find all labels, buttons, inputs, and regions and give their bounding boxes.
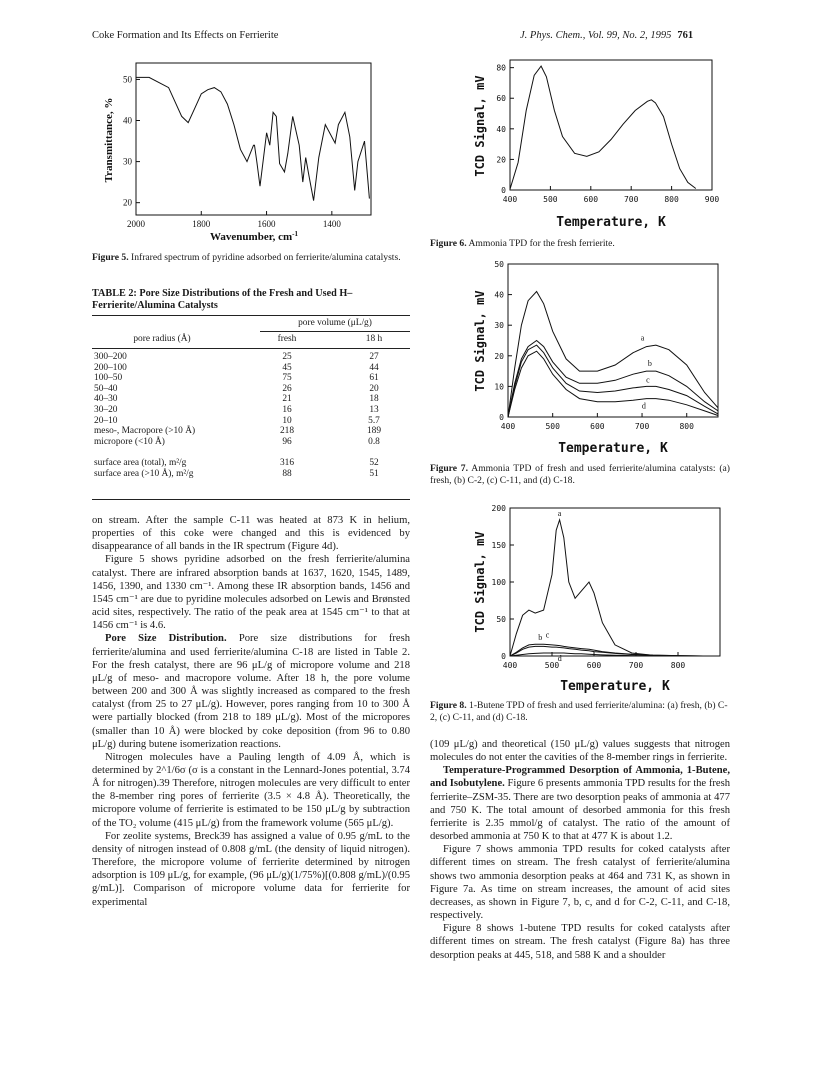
- x-tick-label: 600: [583, 195, 599, 204]
- figure-6-caption-label: Figure 6.: [430, 238, 467, 249]
- figure-8-caption-label: Figure 8.: [430, 700, 467, 711]
- paragraph: on stream. After the sample C-11 was heated at 873 K in helium, properties of this coke were changed and this is evidenced by disappearance of all bands in the IR spectrum (Figure 4d).: [92, 515, 410, 553]
- plot-frame: [510, 60, 712, 190]
- x-tick-label: 500: [545, 422, 560, 431]
- y-axis-ticks: [494, 260, 512, 422]
- x-axis-ticks: [503, 186, 720, 204]
- series-lines: [508, 292, 718, 418]
- table-cell-fresh: 88: [282, 468, 292, 479]
- x-axis-label: Temperature, K: [556, 215, 666, 230]
- right-column-text: [430, 738, 730, 962]
- table-2-title: TABLE 2: Pore Size Distributions of the Fresh and Used H–Ferrierite/Alumina Catalysts: [92, 288, 353, 311]
- x-tick-label: 1800: [192, 219, 211, 229]
- x-tick-label: 1400: [322, 219, 341, 229]
- table-cell-18h: 18: [369, 394, 379, 405]
- paragraph: [430, 764, 730, 843]
- table-row: [92, 426, 406, 437]
- table-2-header: [92, 334, 406, 345]
- page-number: 761: [677, 30, 694, 41]
- series-label-b: b: [538, 633, 543, 643]
- figure-6-caption-text: Ammonia TPD for the fresh ferrierite.: [468, 238, 615, 249]
- table-row: [92, 405, 406, 416]
- series-label-c: c: [545, 630, 550, 640]
- figure-8-caption-text: 1-Butene TPD of fresh and used ferrierite/alumina: (a) fresh, (b) C-2, (c) C-11, and (d) C-18.: [430, 700, 728, 723]
- table-cell-label: 30–20: [94, 404, 118, 415]
- paragraph-text: Pore size distributions for fresh ferrierite/alumina and used ferrierite/alumina C-18 are listed in Table 2. For the fresh catalyst, there are 96 μL/g of micropore volume and 218 μL/g of meso- and macropore volume. After 18 h, the pore volume between 200 and 300 Å was slightly increased as compared to the fresh catalyst (from 25 to 27 μL/g). However, pores ranging from 10 to 300 Å were partially blocked (from 218 to 189 μL/g). Most of the micropores (smaller than 10 Å) were blocked by coke deposition (from 96 to 0.80 μL/g) during butene isomerization reactions.: [92, 633, 410, 750]
- table-cell-fresh: 21: [282, 394, 292, 405]
- paragraph: Figure 5 shows pyridine adsorbed on the fresh ferrierite/alumina catalyst. There are infrared absorption bands at 1637, 1620, 1545, 1489, 1456, 1390, and 1330 cm⁻¹. Among these IR absorption bands, 1456 and 1545 cm⁻¹ are due to pyridine molecules adsorbed on Lewis and Brønsted acid sites, respectively. The ratio of the peak area at 1545 cm⁻¹ to that at 1456 cm⁻¹ is 4.6.: [92, 554, 410, 632]
- y-tick-label: 40: [496, 124, 506, 134]
- figure-6-caption: [430, 238, 730, 250]
- y-tick-label: 40: [123, 115, 132, 126]
- y-axis-ticks: [492, 504, 514, 661]
- running-header-title: Coke Formation and Its Effects on Ferrierite: [92, 30, 279, 41]
- table-row: [92, 437, 406, 448]
- y-tick-label: 20: [496, 155, 506, 165]
- x-axis-label: Wavenumber, $cm^{-1}$: [210, 230, 298, 243]
- table-row: [92, 394, 406, 405]
- paragraph-text: Figure 6 presents ammonia TPD results for the fresh ferrierite–ZSM-35. There are two desorption peaks of ammonia at 477 and 750 K. The total amount of desorbed ammonia for this fresh ferrierite is 2.35 mmol/g of catalyst. The ratio of the amount of desorbed ammonia at 750 K to that at 477 K is about 1.2.: [430, 778, 730, 843]
- y-tick-label: 0: [501, 652, 506, 661]
- table-cell-fresh: 16: [282, 404, 292, 415]
- table-cell-label: 300–200: [94, 352, 127, 362]
- x-tick-label: 800: [670, 661, 686, 670]
- y-tick-label: 150: [491, 541, 506, 550]
- x-axis-ticks: [501, 413, 694, 431]
- tpd-curve: [510, 66, 696, 189]
- y-tick-label: 20: [123, 197, 132, 208]
- x-tick-label: 600: [586, 661, 602, 670]
- plot-frame: [508, 264, 718, 417]
- y-tick-label: 0: [499, 413, 504, 422]
- x-tick-label: 400: [502, 661, 518, 670]
- table-cell-label: surface area (>10 Å), m²/g: [94, 468, 194, 479]
- table-cell-18h: 5.7: [368, 415, 380, 426]
- y-axis-label: TCD Signal, mV: [473, 75, 487, 177]
- table-cell-fresh: 316: [279, 458, 295, 468]
- table-cell-18h: 189: [366, 426, 382, 437]
- table-cell-18h: 51: [369, 468, 379, 479]
- x-tick-label: 700: [634, 422, 650, 431]
- y-axis-label: Transmittance, %: [103, 97, 115, 183]
- table-cell-label: 20–10: [94, 415, 118, 426]
- table-row: [92, 384, 406, 395]
- series-lines: [510, 509, 720, 663]
- series-line-d: [508, 351, 718, 417]
- y-axis-ticks: [496, 64, 514, 195]
- x-tick-label: 700: [623, 195, 639, 204]
- x-axis-label: Temperature, K: [560, 679, 670, 694]
- table-cell-label: surface area (total), m²/g: [94, 458, 187, 468]
- x-tick-label: 900: [704, 195, 720, 204]
- figure-6-ammonia-tpd: [470, 56, 720, 232]
- table-cell-fresh: 26: [282, 383, 292, 394]
- y-tick-label: 20: [494, 351, 504, 361]
- table-cell-18h: 52: [369, 458, 379, 468]
- table-cell-label: micropore (<10 Å): [94, 436, 165, 447]
- table-group-header: pore volume (μL/g): [298, 318, 372, 328]
- col-header-pore-radius: pore radius (Å): [133, 334, 191, 344]
- running-header-journal: [520, 30, 693, 41]
- table-cell-18h: 61: [369, 373, 379, 384]
- table-row: [92, 416, 406, 427]
- table-cell-label: 50–40: [94, 383, 118, 394]
- table-cell-18h: 44: [369, 362, 379, 373]
- figure-8-butene-tpd: [470, 500, 730, 694]
- series-label-c: c: [646, 375, 650, 385]
- table-row: [92, 469, 406, 480]
- table-cell-label: 200–100: [94, 362, 127, 373]
- table-row: [92, 458, 406, 469]
- table-2-body: [92, 352, 406, 447]
- figure-7-caption-label: Figure 7.: [430, 463, 468, 474]
- figure-7-caption: [430, 463, 730, 486]
- table-row: [92, 373, 406, 384]
- col-header-fresh: fresh: [277, 334, 297, 344]
- paragraph: [92, 632, 410, 750]
- figure-5-caption-label: Figure 5.: [92, 252, 129, 263]
- x-tick-label: 2000: [127, 219, 145, 229]
- x-tick-label: 400: [500, 422, 516, 431]
- y-tick-label: 50: [123, 74, 132, 85]
- paragraph: Figure 7 shows ammonia TPD results for coked catalysts after different times on stream. The fresh catalyst of ferrierite/alumina shows two ammonia desorption peaks at 464 and 731 K, as shown in Figure 7a. As time on stream increases, the amount of acid sites decreases, as shown in Figure 7, b, c, and d for C-2, C-11, and C-18, respectively.: [430, 844, 730, 922]
- y-tick-label: 50: [496, 615, 506, 624]
- table-cell-18h: 13: [369, 404, 379, 415]
- x-tick-label: 800: [679, 422, 694, 431]
- series-label-a: a: [557, 508, 562, 518]
- figure-7-caption-text: Ammonia TPD of fresh and used ferrierite/alumina catalysts: (a) fresh, (b) C-2, (c) C-11, and (d) C-18.: [430, 463, 730, 486]
- table-header-row: [92, 334, 406, 345]
- figure-5-ir-spectrum: [92, 50, 392, 245]
- table-cell-label: 100–50: [94, 373, 123, 384]
- figure-7-ammonia-tpd: [470, 256, 730, 456]
- series-label-a: a: [640, 333, 645, 343]
- table-cell-18h: 27: [369, 352, 379, 362]
- figure-5-caption-text: Infrared spectrum of pyridine adsorbed on ferrierite/alumina catalysts.: [131, 252, 401, 263]
- table-2-body-surface: [92, 458, 406, 479]
- x-tick-label: 500: [543, 195, 558, 204]
- table-cell-fresh: 218: [279, 426, 295, 437]
- x-tick-label: 500: [544, 661, 560, 670]
- y-tick-label: 0: [501, 186, 506, 195]
- table-rule-bottom: [92, 499, 410, 500]
- figure-8-caption: [430, 700, 730, 723]
- y-tick-label: 100: [491, 578, 506, 587]
- table-rule-group: [260, 331, 410, 332]
- figure-5-caption: [92, 252, 410, 264]
- y-tick-label: 30: [123, 156, 132, 167]
- paragraph: (109 μL/g) and theoretical (150 μL/g) values suggests that nitrogen molecules do not enter the cavities of the 8-member rings in ferrierite.: [430, 739, 730, 764]
- y-tick-label: 50: [494, 260, 504, 269]
- paragraph: Nitrogen molecules have a Pauling length of 4.09 Å, which is determined by 2^1/6σ (σ is a constant in the Lennard-Jones potential, 3.74 Å for nitrogen).39 Therefore, nitrogen molecules are very difficult to enter the 8-member ring pores of ferrierite (3.5 × 4.8 Å). Theoretically, the micropore volume of ferrierite is estimated to be 150 μL/g by subtraction of the TO₂ volume (415 μL/g) from the framework volume (565 μL/g).: [92, 751, 410, 829]
- table-cell-label: 40–30: [94, 394, 118, 405]
- table-cell-18h: 0.8: [368, 436, 380, 447]
- y-tick-label: 10: [494, 382, 504, 392]
- table-rule-mid: [92, 348, 410, 349]
- y-tick-label: 200: [491, 504, 506, 513]
- spectrum-line: [136, 77, 369, 200]
- journal-citation: J. Phys. Chem., Vol. 99, No. 2, 1995: [520, 30, 672, 41]
- x-tick-label: 1600: [257, 219, 276, 229]
- left-column-text: [92, 514, 410, 909]
- col-header-18h: 18 h: [365, 334, 383, 344]
- table-rule-top: [92, 315, 410, 316]
- table-cell-fresh: 45: [282, 362, 292, 373]
- x-tick-label: 800: [664, 195, 679, 204]
- y-axis-ticks: [123, 74, 140, 207]
- y-tick-label: 30: [494, 321, 504, 331]
- y-tick-label: 60: [496, 94, 506, 104]
- series-line-b: [508, 341, 718, 418]
- table-cell-fresh: 75: [282, 373, 292, 384]
- x-axis-label: Temperature, K: [558, 441, 668, 456]
- x-tick-label: 600: [590, 422, 605, 431]
- y-tick-label: 80: [496, 63, 506, 73]
- series-label-b: b: [647, 359, 652, 369]
- x-tick-label: 400: [502, 195, 518, 204]
- table-cell-fresh: 96: [282, 436, 292, 447]
- paragraph: For zeolite systems, Breck39 has assigned a value of 0.95 g/mL to the density of nitrogen instead of 0.808 g/mL (the density of liquid nitrogen). Therefore, the micropore volume of ferrierite determined by nitrogen adsorption is 109 μL/g, for example, (96 μL/g)(1/75%)[(0.808 g/mL)/(0.95 g/mL)]. Comparison of micropore volume data for ferrierite for experimental: [92, 830, 410, 908]
- section-heading: Temperature-Programmed Desorption of Ammonia, 1-Butene, and Isobutylene.: [430, 765, 730, 790]
- table-cell-18h: 20: [369, 383, 379, 394]
- y-tick-label: 40: [494, 290, 504, 300]
- x-axis-ticks: [127, 211, 341, 229]
- table-cell-fresh: 10: [282, 415, 292, 426]
- y-axis-label: TCD Signal, mV: [473, 531, 487, 633]
- table-cell-label: meso-, Macropore (>10 Å): [94, 426, 196, 437]
- table-row: [92, 352, 406, 363]
- section-heading: Pore Size Distribution.: [105, 633, 227, 645]
- table-cell-fresh: 25: [282, 352, 292, 362]
- y-axis-label: TCD Signal, mV: [473, 290, 487, 392]
- series-label-d: d: [641, 401, 646, 411]
- paragraph: Figure 8 shows 1-butene TPD results for coked catalysts after different times on stream. The fresh catalyst (Figure 8a) has three desorption peaks at 445, 518, and 588 K and a shoulder: [430, 923, 730, 961]
- table-row: [92, 363, 406, 374]
- series-line-b: [510, 646, 720, 656]
- series-label-d: d: [557, 654, 562, 664]
- x-tick-label: 700: [628, 661, 644, 670]
